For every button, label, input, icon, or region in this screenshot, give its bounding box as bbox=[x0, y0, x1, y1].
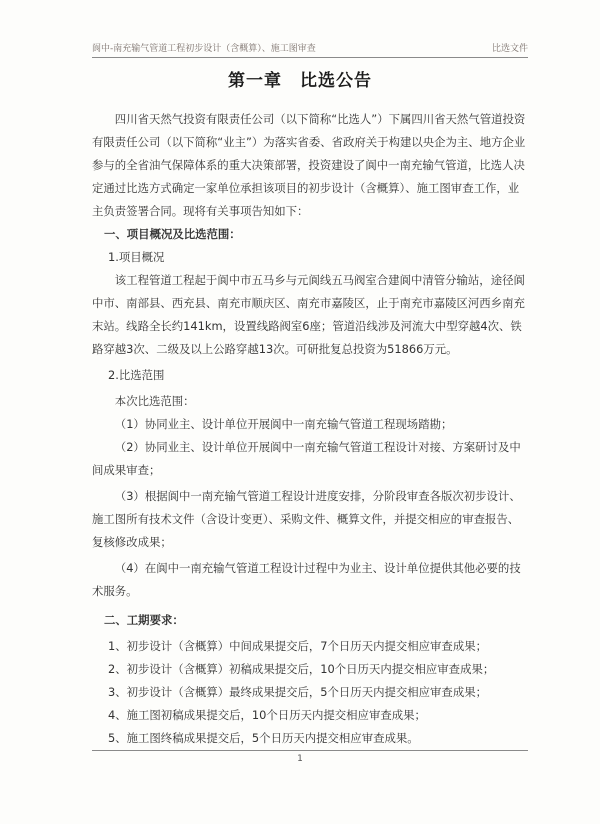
page-number: 1 bbox=[297, 754, 303, 764]
scope-item-1: （1）协同业主、设计单位开展阆中一南充输气管道工程现场踏勘； bbox=[114, 417, 453, 431]
schedule-item-5: 5、施工图终稿成果提交后，5个日历天内提交相应审查成果。 bbox=[108, 731, 419, 745]
header-document-type: 比选文件 bbox=[491, 44, 528, 54]
scope-item-4: （4）在阆中一南充输气管道工程设计过程中为业主、设计单位提供其他必要的技术服务。 bbox=[92, 561, 521, 598]
schedule-item-1: 1、初步设计（含概算）中间成果提交后，7个日历天内提交相应审查成果； bbox=[108, 639, 487, 653]
footer-rule bbox=[92, 750, 528, 751]
scope-item-3: （3）根据阆中一南充输气管道工程设计进度安排，分阶段审查各版次初步设计、施工图所有技术文件（含设计变更）、采购文件、概算文件，并提交相应的审查报告、复核修改成果； bbox=[92, 489, 521, 549]
header-project-title: 阆中-南充输气管道工程初步设计（含概算）、施工图审查 bbox=[92, 44, 316, 54]
schedule-item-2: 2、初步设计（含概算）初稿成果提交后，10个日历天内提交相应审查成果； bbox=[108, 662, 495, 676]
schedule-item-3: 3、初步设计（含概算）最终成果提交后，5个日历天内提交相应审查成果； bbox=[108, 685, 487, 699]
subsection-heading-project-overview: 1.项目概况 bbox=[108, 250, 165, 264]
project-overview-paragraph: 该工程管道工程起于阆中市五马乡与元阆线五马阀室合建阆中清管分输站，途径阆中市、南部县、西充县、南充市顺庆区、南充市嘉陵区，止于南充市嘉陵区河西乡南充末站。线路全长约141km，设置线路阀室6座；管道沿线涉及河流大中型穿越4次、铁路穿越3次、二级及以上公路穿越13次。可研批复总投资为51866万元。 bbox=[92, 273, 525, 356]
scope-item-2: （2）协同业主、设计单位开展阆中一南充输气管道工程设计对接、方案研讨及中间成果审查； bbox=[92, 440, 521, 477]
running-header bbox=[92, 40, 528, 58]
scope-intro: 本次比选范围： bbox=[114, 394, 195, 408]
header-rule bbox=[92, 57, 528, 58]
document-body bbox=[92, 108, 528, 750]
intro-paragraph: 四川省天然气投资有限责任公司（以下简称“比选人”）下属四川省天然气管道投资有限责任公司（以下简称“业主”）为落实省委、省政府关于构建以央企为主、地方企业参与的全省油气保障体系的重大决策部署，投资建设了阆中一南充输气管道，比选人决定通过比选方式确定一家单位承担该项目的初步设计（含概算）、施工图审查工作，业主负责签署合同。现将有关事项告知如下： bbox=[92, 112, 526, 218]
chapter-title: 第一章 比选公告 bbox=[228, 71, 372, 91]
section-heading-1: 一、项目概况及比选范围： bbox=[104, 227, 241, 241]
subsection-heading-scope: 2.比选范围 bbox=[108, 368, 165, 382]
schedule-item-4: 4、施工图初稿成果提交后，10个日历天内提交相应审查成果； bbox=[108, 708, 426, 722]
section-heading-2: 二、工期要求： bbox=[104, 613, 184, 627]
